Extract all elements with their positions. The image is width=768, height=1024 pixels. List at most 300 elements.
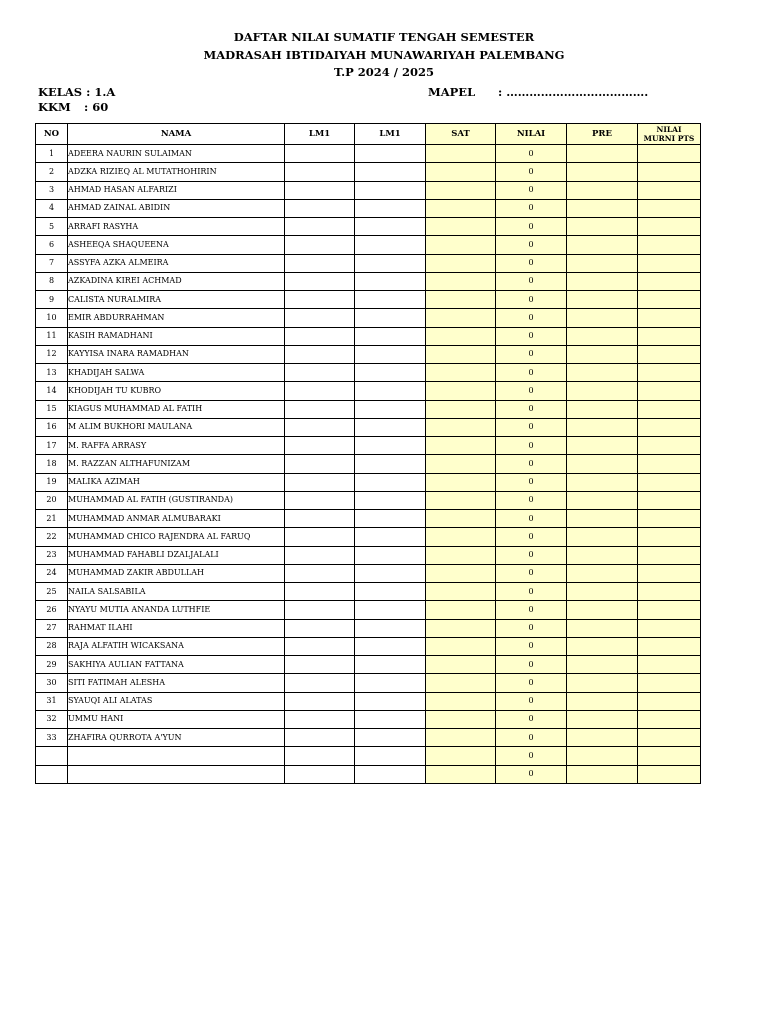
pre-cell bbox=[567, 583, 638, 601]
nilai-cell: 0 bbox=[496, 692, 567, 710]
nilai-murni-cell bbox=[638, 272, 701, 290]
sat-cell bbox=[426, 327, 496, 345]
header-no: NO bbox=[36, 124, 68, 145]
nilai-cell: 0 bbox=[496, 656, 567, 674]
nilai-murni-cell bbox=[638, 364, 701, 382]
sat-cell bbox=[426, 163, 496, 181]
sat-cell bbox=[426, 199, 496, 217]
nilai-cell: 0 bbox=[496, 418, 567, 436]
nilai-murni-cell bbox=[638, 619, 701, 637]
row-number: 27 bbox=[36, 619, 68, 637]
lm1-second-cell bbox=[355, 619, 426, 637]
student-name: SAKHIYA AULIAN FATTANA bbox=[68, 656, 285, 674]
student-name: M. RAFFA ARRASY bbox=[68, 437, 285, 455]
table-row bbox=[36, 765, 701, 783]
header-murni-line1: NILAI bbox=[656, 125, 682, 134]
pre-cell bbox=[567, 710, 638, 728]
nilai-murni-cell bbox=[638, 455, 701, 473]
sat-cell bbox=[426, 400, 496, 418]
row-number: 32 bbox=[36, 710, 68, 728]
row-number bbox=[36, 747, 68, 765]
lm1-first-cell bbox=[285, 510, 355, 528]
student-name bbox=[68, 765, 285, 783]
pre-cell bbox=[567, 601, 638, 619]
lm1-second-cell bbox=[355, 455, 426, 473]
nilai-murni-cell bbox=[638, 345, 701, 363]
table-row bbox=[36, 656, 701, 674]
document-title: DAFTAR NILAI SUMATIF TENGAH SEMESTER bbox=[233, 30, 535, 44]
student-name: MUHAMMAD ZAKIR ABDULLAH bbox=[68, 564, 285, 582]
row-number: 28 bbox=[36, 637, 68, 655]
sat-cell bbox=[426, 692, 496, 710]
nilai-cell: 0 bbox=[496, 236, 567, 254]
pre-cell bbox=[567, 382, 638, 400]
student-name: EMIR ABDURRAHMAN bbox=[68, 309, 285, 327]
header-lm1-first: LM1 bbox=[285, 124, 355, 145]
nilai-cell: 0 bbox=[496, 546, 567, 564]
grades-table bbox=[35, 123, 701, 784]
nilai-murni-cell bbox=[638, 491, 701, 509]
nilai-cell: 0 bbox=[496, 145, 567, 163]
lm1-second-cell bbox=[355, 291, 426, 309]
subject-value: : ………………………………. bbox=[498, 85, 649, 99]
document-header bbox=[0, 29, 768, 82]
table-row bbox=[36, 382, 701, 400]
nilai-cell: 0 bbox=[496, 400, 567, 418]
table-row bbox=[36, 309, 701, 327]
pre-cell bbox=[567, 418, 638, 436]
row-number: 6 bbox=[36, 236, 68, 254]
sat-cell bbox=[426, 145, 496, 163]
pre-cell bbox=[567, 291, 638, 309]
lm1-first-cell bbox=[285, 473, 355, 491]
nilai-cell: 0 bbox=[496, 601, 567, 619]
sat-cell bbox=[426, 437, 496, 455]
header-murni-line2: MURNI PTS bbox=[643, 134, 695, 143]
table-row bbox=[36, 254, 701, 272]
sat-cell bbox=[426, 674, 496, 692]
row-number: 29 bbox=[36, 656, 68, 674]
pre-cell bbox=[567, 528, 638, 546]
pre-cell bbox=[567, 199, 638, 217]
sat-cell bbox=[426, 473, 496, 491]
row-number: 22 bbox=[36, 528, 68, 546]
nilai-cell: 0 bbox=[496, 254, 567, 272]
nilai-murni-cell bbox=[638, 218, 701, 236]
lm1-second-cell bbox=[355, 345, 426, 363]
lm1-second-cell bbox=[355, 418, 426, 436]
row-number: 14 bbox=[36, 382, 68, 400]
nilai-murni-cell bbox=[638, 145, 701, 163]
nilai-murni-cell bbox=[638, 528, 701, 546]
lm1-second-cell bbox=[355, 546, 426, 564]
lm1-second-cell bbox=[355, 400, 426, 418]
pre-cell bbox=[567, 473, 638, 491]
table-row bbox=[36, 364, 701, 382]
pre-cell bbox=[567, 327, 638, 345]
nilai-murni-cell bbox=[638, 710, 701, 728]
pre-cell bbox=[567, 437, 638, 455]
nilai-cell: 0 bbox=[496, 309, 567, 327]
row-number: 4 bbox=[36, 199, 68, 217]
nilai-cell: 0 bbox=[496, 710, 567, 728]
pre-cell bbox=[567, 692, 638, 710]
student-name: MUHAMMAD FAHABLI DZALJALALI bbox=[68, 546, 285, 564]
lm1-second-cell bbox=[355, 583, 426, 601]
lm1-second-cell bbox=[355, 765, 426, 783]
nilai-murni-cell bbox=[638, 637, 701, 655]
row-number: 18 bbox=[36, 455, 68, 473]
lm1-first-cell bbox=[285, 327, 355, 345]
nilai-murni-cell bbox=[638, 181, 701, 199]
lm1-second-cell bbox=[355, 637, 426, 655]
table-row bbox=[36, 510, 701, 528]
table-row bbox=[36, 400, 701, 418]
row-number: 20 bbox=[36, 491, 68, 509]
nilai-murni-cell bbox=[638, 309, 701, 327]
nilai-murni-cell bbox=[638, 291, 701, 309]
sat-cell bbox=[426, 656, 496, 674]
lm1-second-cell bbox=[355, 692, 426, 710]
student-name: ARRAFI RASYHA bbox=[68, 218, 285, 236]
table-row bbox=[36, 163, 701, 181]
lm1-first-cell bbox=[285, 747, 355, 765]
nilai-murni-cell bbox=[638, 400, 701, 418]
nilai-cell: 0 bbox=[496, 765, 567, 783]
lm1-first-cell bbox=[285, 163, 355, 181]
header-nilai: NILAI bbox=[496, 124, 567, 145]
table-row bbox=[36, 528, 701, 546]
row-number: 9 bbox=[36, 291, 68, 309]
sat-cell bbox=[426, 564, 496, 582]
nilai-cell: 0 bbox=[496, 163, 567, 181]
student-name: KHODIJAH TU KUBRO bbox=[68, 382, 285, 400]
sat-cell bbox=[426, 364, 496, 382]
lm1-second-cell bbox=[355, 382, 426, 400]
sat-cell bbox=[426, 729, 496, 747]
nilai-cell: 0 bbox=[496, 272, 567, 290]
table-row bbox=[36, 583, 701, 601]
table-row bbox=[36, 637, 701, 655]
lm1-first-cell bbox=[285, 729, 355, 747]
student-name: ASSYFA AZKA ALMEIRA bbox=[68, 254, 285, 272]
nilai-murni-cell bbox=[638, 236, 701, 254]
nilai-murni-cell bbox=[638, 382, 701, 400]
lm1-second-cell bbox=[355, 236, 426, 254]
table-row bbox=[36, 218, 701, 236]
lm1-first-cell bbox=[285, 291, 355, 309]
student-name: RAJA ALFATIH WICAKSANA bbox=[68, 637, 285, 655]
row-number: 11 bbox=[36, 327, 68, 345]
sat-cell bbox=[426, 583, 496, 601]
nilai-cell: 0 bbox=[496, 455, 567, 473]
pre-cell bbox=[567, 181, 638, 199]
row-number: 21 bbox=[36, 510, 68, 528]
student-name: KAYYISA INARA RAMADHAN bbox=[68, 345, 285, 363]
table-row bbox=[36, 692, 701, 710]
school-year: T.P 2024 / 2025 bbox=[334, 65, 434, 79]
kkm-value: : 60 bbox=[84, 100, 109, 114]
lm1-first-cell bbox=[285, 309, 355, 327]
student-name: M. RAZZAN ALTHAFUNIZAM bbox=[68, 455, 285, 473]
pre-cell bbox=[567, 272, 638, 290]
table-header-row bbox=[36, 124, 701, 145]
nilai-murni-cell bbox=[638, 747, 701, 765]
table-row bbox=[36, 455, 701, 473]
lm1-first-cell bbox=[285, 619, 355, 637]
sat-cell bbox=[426, 601, 496, 619]
sat-cell bbox=[426, 418, 496, 436]
student-name: ADEERA NAURIN SULAIMAN bbox=[68, 145, 285, 163]
student-name: ZHAFIRA QURROTA A'YUN bbox=[68, 729, 285, 747]
lm1-first-cell bbox=[285, 218, 355, 236]
nilai-murni-cell bbox=[638, 765, 701, 783]
sat-cell bbox=[426, 291, 496, 309]
lm1-second-cell bbox=[355, 747, 426, 765]
table-row bbox=[36, 437, 701, 455]
class-label: KELAS : 1.A bbox=[38, 85, 116, 99]
nilai-murni-cell bbox=[638, 601, 701, 619]
row-number: 30 bbox=[36, 674, 68, 692]
row-number: 23 bbox=[36, 546, 68, 564]
sat-cell bbox=[426, 510, 496, 528]
nilai-cell: 0 bbox=[496, 637, 567, 655]
lm1-second-cell bbox=[355, 510, 426, 528]
sat-cell bbox=[426, 309, 496, 327]
row-number: 1 bbox=[36, 145, 68, 163]
lm1-first-cell bbox=[285, 546, 355, 564]
student-name: KHADIJAH SALWA bbox=[68, 364, 285, 382]
lm1-first-cell bbox=[285, 583, 355, 601]
row-number: 24 bbox=[36, 564, 68, 582]
student-name: MUHAMMAD AL FATIH (GUSTIRANDA) bbox=[68, 491, 285, 509]
lm1-first-cell bbox=[285, 437, 355, 455]
lm1-second-cell bbox=[355, 491, 426, 509]
nilai-cell: 0 bbox=[496, 327, 567, 345]
pre-cell bbox=[567, 455, 638, 473]
lm1-first-cell bbox=[285, 199, 355, 217]
nilai-murni-cell bbox=[638, 583, 701, 601]
lm1-second-cell bbox=[355, 272, 426, 290]
header-pre: PRE bbox=[567, 124, 638, 145]
nilai-cell: 0 bbox=[496, 364, 567, 382]
table-row bbox=[36, 145, 701, 163]
sat-cell bbox=[426, 272, 496, 290]
table-row bbox=[36, 236, 701, 254]
lm1-second-cell bbox=[355, 564, 426, 582]
pre-cell bbox=[567, 163, 638, 181]
lm1-first-cell bbox=[285, 382, 355, 400]
student-name: CALISTA NURALMIRA bbox=[68, 291, 285, 309]
row-number: 17 bbox=[36, 437, 68, 455]
student-name: ADZKA RIZIEQ AL MUTATHOHIRIN bbox=[68, 163, 285, 181]
pre-cell bbox=[567, 218, 638, 236]
sat-cell bbox=[426, 181, 496, 199]
nilai-cell: 0 bbox=[496, 181, 567, 199]
sat-cell bbox=[426, 236, 496, 254]
table-row bbox=[36, 473, 701, 491]
student-name: MUHAMMAD CHICO RAJENDRA AL FARUQ bbox=[68, 528, 285, 546]
sat-cell bbox=[426, 491, 496, 509]
row-number: 19 bbox=[36, 473, 68, 491]
student-name: AHMAD HASAN ALFARIZI bbox=[68, 181, 285, 199]
pre-cell bbox=[567, 345, 638, 363]
header-nama: NAMA bbox=[68, 124, 285, 145]
pre-cell bbox=[567, 656, 638, 674]
table-row bbox=[36, 747, 701, 765]
lm1-first-cell bbox=[285, 564, 355, 582]
nilai-murni-cell bbox=[638, 473, 701, 491]
row-number: 7 bbox=[36, 254, 68, 272]
sat-cell bbox=[426, 528, 496, 546]
nilai-cell: 0 bbox=[496, 510, 567, 528]
lm1-first-cell bbox=[285, 418, 355, 436]
row-number: 5 bbox=[36, 218, 68, 236]
row-number: 25 bbox=[36, 583, 68, 601]
lm1-first-cell bbox=[285, 145, 355, 163]
lm1-second-cell bbox=[355, 163, 426, 181]
table-row bbox=[36, 729, 701, 747]
pre-cell bbox=[567, 674, 638, 692]
pre-cell bbox=[567, 765, 638, 783]
table-row bbox=[36, 674, 701, 692]
sat-cell bbox=[426, 619, 496, 637]
student-name: SYAUQI ALI ALATAS bbox=[68, 692, 285, 710]
lm1-first-cell bbox=[285, 455, 355, 473]
nilai-cell: 0 bbox=[496, 674, 567, 692]
sat-cell bbox=[426, 765, 496, 783]
pre-cell bbox=[567, 254, 638, 272]
table-row bbox=[36, 564, 701, 582]
nilai-murni-cell bbox=[638, 546, 701, 564]
lm1-first-cell bbox=[285, 692, 355, 710]
student-name: NYAYU MUTIA ANANDA LUTHFIE bbox=[68, 601, 285, 619]
row-number: 8 bbox=[36, 272, 68, 290]
sat-cell bbox=[426, 382, 496, 400]
lm1-first-cell bbox=[285, 400, 355, 418]
sat-cell bbox=[426, 345, 496, 363]
student-name bbox=[68, 747, 285, 765]
lm1-second-cell bbox=[355, 218, 426, 236]
lm1-first-cell bbox=[285, 236, 355, 254]
lm1-first-cell bbox=[285, 254, 355, 272]
nilai-cell: 0 bbox=[496, 382, 567, 400]
table-row bbox=[36, 491, 701, 509]
nilai-murni-cell bbox=[638, 254, 701, 272]
pre-cell bbox=[567, 491, 638, 509]
student-name: M ALIM BUKHORI MAULANA bbox=[68, 418, 285, 436]
pre-cell bbox=[567, 510, 638, 528]
pre-cell bbox=[567, 637, 638, 655]
lm1-second-cell bbox=[355, 528, 426, 546]
pre-cell bbox=[567, 546, 638, 564]
nilai-cell: 0 bbox=[496, 729, 567, 747]
table-row bbox=[36, 291, 701, 309]
header-lm1-second: LM1 bbox=[355, 124, 426, 145]
table-row bbox=[36, 601, 701, 619]
nilai-murni-cell bbox=[638, 674, 701, 692]
lm1-first-cell bbox=[285, 710, 355, 728]
lm1-second-cell bbox=[355, 309, 426, 327]
lm1-second-cell bbox=[355, 601, 426, 619]
nilai-cell: 0 bbox=[496, 491, 567, 509]
student-name: KIAGUS MUHAMMAD AL FATIH bbox=[68, 400, 285, 418]
nilai-murni-cell bbox=[638, 199, 701, 217]
nilai-cell: 0 bbox=[496, 528, 567, 546]
lm1-second-cell bbox=[355, 710, 426, 728]
sat-cell bbox=[426, 254, 496, 272]
sat-cell bbox=[426, 637, 496, 655]
sat-cell bbox=[426, 218, 496, 236]
pre-cell bbox=[567, 400, 638, 418]
nilai-cell: 0 bbox=[496, 619, 567, 637]
student-name: ASHEEQA SHAQUEENA bbox=[68, 236, 285, 254]
nilai-murni-cell bbox=[638, 656, 701, 674]
lm1-first-cell bbox=[285, 345, 355, 363]
sat-cell bbox=[426, 455, 496, 473]
pre-cell bbox=[567, 236, 638, 254]
table-row bbox=[36, 327, 701, 345]
table-row bbox=[36, 546, 701, 564]
lm1-first-cell bbox=[285, 272, 355, 290]
row-number: 2 bbox=[36, 163, 68, 181]
lm1-first-cell bbox=[285, 656, 355, 674]
nilai-cell: 0 bbox=[496, 218, 567, 236]
lm1-second-cell bbox=[355, 656, 426, 674]
header-sat: SAT bbox=[426, 124, 496, 145]
lm1-first-cell bbox=[285, 364, 355, 382]
lm1-second-cell bbox=[355, 254, 426, 272]
lm1-second-cell bbox=[355, 729, 426, 747]
pre-cell bbox=[567, 729, 638, 747]
header-nilai-murni-pts bbox=[638, 124, 701, 145]
nilai-cell: 0 bbox=[496, 473, 567, 491]
sat-cell bbox=[426, 710, 496, 728]
lm1-first-cell bbox=[285, 601, 355, 619]
row-number: 13 bbox=[36, 364, 68, 382]
student-name: MALIKA AZIMAH bbox=[68, 473, 285, 491]
school-name: MADRASAH IBTIDAIYAH MUNAWARIYAH PALEMBANG bbox=[203, 47, 565, 62]
lm1-second-cell bbox=[355, 199, 426, 217]
student-name: AHMAD ZAINAL ABIDIN bbox=[68, 199, 285, 217]
nilai-cell: 0 bbox=[496, 291, 567, 309]
row-number bbox=[36, 765, 68, 783]
row-number: 3 bbox=[36, 181, 68, 199]
nilai-cell: 0 bbox=[496, 199, 567, 217]
nilai-cell: 0 bbox=[496, 747, 567, 765]
row-number: 26 bbox=[36, 601, 68, 619]
nilai-murni-cell bbox=[638, 418, 701, 436]
nilai-cell: 0 bbox=[496, 583, 567, 601]
student-name: NAILA SALSABILA bbox=[68, 583, 285, 601]
subject-label: MAPEL bbox=[428, 85, 476, 99]
lm1-second-cell bbox=[355, 364, 426, 382]
lm1-second-cell bbox=[355, 327, 426, 345]
table-row bbox=[36, 272, 701, 290]
pre-cell bbox=[567, 364, 638, 382]
nilai-murni-cell bbox=[638, 163, 701, 181]
student-name: MUHAMMAD ANMAR ALMUBARAKI bbox=[68, 510, 285, 528]
lm1-second-cell bbox=[355, 181, 426, 199]
lm1-second-cell bbox=[355, 674, 426, 692]
student-name: AZKADINA KIREI ACHMAD bbox=[68, 272, 285, 290]
lm1-second-cell bbox=[355, 473, 426, 491]
pre-cell bbox=[567, 564, 638, 582]
row-number: 33 bbox=[36, 729, 68, 747]
row-number: 16 bbox=[36, 418, 68, 436]
student-name: RAHMAT ILAHI bbox=[68, 619, 285, 637]
pre-cell bbox=[567, 145, 638, 163]
